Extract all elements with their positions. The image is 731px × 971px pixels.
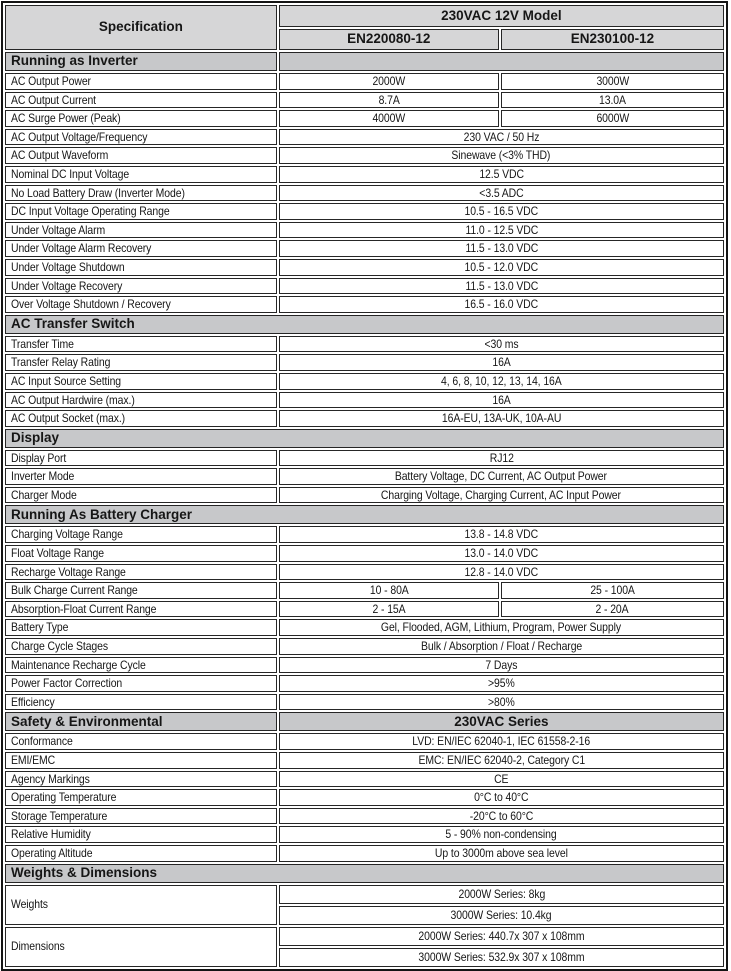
spec-label-cell-text: Nominal DC Input Voltage: [11, 166, 130, 181]
section-row: [5, 52, 724, 71]
spec-label-cell-text: Operating Altitude: [11, 845, 93, 860]
section-title: [5, 505, 724, 524]
spec-value-cell: [279, 752, 724, 769]
spec-label-cell-text: AC Output Waveform: [11, 148, 109, 163]
table-row: [5, 129, 724, 146]
section-title-text: Running as Inverter: [11, 53, 138, 69]
table-row: [5, 166, 724, 183]
spec-value-cell: [279, 92, 499, 109]
table-row: [5, 450, 724, 467]
spec-value-cell-text: >80%: [488, 694, 515, 709]
spec-label-cell: [5, 526, 277, 543]
table-row: [5, 752, 724, 769]
section-right-header-text: 230VAC Series: [454, 713, 549, 729]
table-row: [5, 110, 724, 127]
spec-label-cell: [5, 752, 277, 769]
spec-value-cell: [501, 601, 724, 618]
table-row: [5, 845, 724, 862]
spec-value-cell: [279, 789, 724, 806]
table-row: [5, 203, 724, 220]
spec-table-body: [5, 5, 724, 967]
spec-label-cell: [5, 826, 277, 843]
spec-value-cell-text: 3000W: [596, 74, 629, 88]
spec-value-cell-text: 2000W Series: 440.7x 307 x 108mm: [418, 928, 585, 943]
spec-label-cell: [5, 885, 277, 925]
spec-label-cell: [5, 733, 277, 750]
table-row: [5, 392, 724, 409]
section-title: [5, 429, 724, 448]
spec-value-cell-text: Up to 3000m above sea level: [434, 845, 568, 860]
spec-value-cell-text: 11.5 - 13.0 VDC: [464, 241, 538, 256]
spec-label-cell-text: Under Voltage Recovery: [11, 278, 123, 293]
table-row: [5, 73, 724, 90]
spec-label-cell-text: DC Input Voltage Operating Range: [11, 204, 170, 219]
spec-value-cell: [279, 564, 724, 581]
spec-value-cell-text: -20°C to 60°C: [469, 808, 534, 823]
spec-value-cell: [279, 694, 724, 711]
spec-label-cell: [5, 545, 277, 562]
spec-value-cell: [501, 73, 724, 90]
section-right-header: [279, 712, 724, 731]
section-title-text: Running As Battery Charger: [11, 506, 193, 522]
table-row: [5, 240, 724, 257]
spec-value-cell: [279, 808, 724, 825]
table-row: [5, 487, 724, 504]
spec-label-cell: [5, 789, 277, 806]
table-row: [5, 789, 724, 806]
spec-value-cell: [279, 675, 724, 692]
table-row: [5, 373, 724, 390]
spec-value-cell-text: 2 - 15A: [372, 601, 406, 616]
spec-label-cell: [5, 582, 277, 599]
spec-label-cell-text: Relative Humidity: [11, 827, 91, 842]
spec-value-cell: [279, 487, 724, 504]
spec-value-cell-text: 5 - 90% non-condensing: [445, 827, 557, 842]
spec-value-cell-text: 8.7A: [378, 92, 400, 107]
table-row: [5, 885, 724, 904]
spec-value-cell-text: 13.0 - 14.0 VDC: [464, 546, 539, 561]
spec-value-cell-text: 25 - 100A: [590, 583, 635, 598]
section-title: [5, 315, 724, 334]
spec-label-cell-text: AC Input Source Setting: [11, 373, 122, 388]
spec-value-cell: [279, 657, 724, 674]
spec-label-cell: [5, 92, 277, 109]
model-column-header-2: EN230100-12: [501, 29, 724, 50]
spec-value-cell-text: 3000W Series: 532.9x 307 x 108mm: [418, 949, 585, 964]
spec-value-cell: [279, 468, 724, 485]
section-title: [5, 52, 277, 71]
spec-value-cell: [279, 296, 724, 313]
spec-label-cell-text: Charger Mode: [11, 487, 77, 502]
spec-value-cell-text: 4, 6, 8, 10, 12, 13, 14, 16A: [441, 373, 562, 388]
section-title-text: Weights & Dimensions: [11, 864, 158, 880]
table-row: [5, 545, 724, 562]
spec-value-cell-text: 2000W Series: 8kg: [457, 886, 545, 901]
spec-label-cell-text: Charge Cycle Stages: [11, 639, 109, 654]
spec-label-cell-text: AC Output Hardwire (max.): [11, 392, 135, 407]
spec-label-cell: [5, 166, 277, 183]
spec-label-cell-text: AC Output Voltage/Frequency: [11, 129, 148, 144]
table-row: [5, 675, 724, 692]
spec-value-cell: [279, 129, 724, 146]
spec-label-cell-text: AC Output Power: [11, 74, 91, 88]
table-row: [5, 582, 724, 599]
spec-label-cell-text: Dimensions: [11, 939, 65, 954]
spec-label-cell-text: Recharge Voltage Range: [11, 564, 126, 579]
spec-value-cell-text: 11.5 - 13.0 VDC: [464, 278, 538, 293]
spec-label-cell: [5, 354, 277, 371]
spec-value-cell: [279, 601, 499, 618]
spec-label-cell: [5, 638, 277, 655]
spec-value-cell: [279, 845, 724, 862]
section-row: [5, 712, 724, 731]
spec-label-cell-text: Charging Voltage Range: [11, 527, 123, 542]
spec-value-cell: [279, 278, 724, 295]
table-row: [5, 259, 724, 276]
spec-value-cell-text: 230 VAC / 50 Hz: [463, 129, 540, 144]
section-title-text: AC Transfer Switch: [11, 316, 135, 332]
specification-table: [1, 1, 728, 971]
spec-label-cell: [5, 129, 277, 146]
spec-value-cell-text: RJ12: [489, 450, 514, 465]
spec-value-cell-text: <30 ms: [484, 336, 519, 351]
section-title: [5, 712, 277, 731]
spec-value-cell-text: 10.5 - 16.5 VDC: [464, 204, 539, 219]
spec-label-cell: [5, 619, 277, 636]
spec-value-cell: [279, 392, 724, 409]
spec-label-cell-text: Storage Temperature: [11, 808, 108, 823]
spec-value-cell-text: 11.0 - 12.5 VDC: [464, 222, 538, 237]
table-row: [5, 336, 724, 353]
spec-label-cell: [5, 222, 277, 239]
spec-value-cell-text: 13.0A: [599, 92, 626, 107]
spec-value-cell: [279, 147, 724, 164]
spec-value-cell-text: 10.5 - 12.0 VDC: [464, 259, 539, 274]
spec-value-cell-text: 0°C to 40°C: [474, 790, 529, 805]
spec-label-cell: [5, 110, 277, 127]
spec-value-cell-text: 6000W: [596, 111, 629, 126]
model-column-header-1: EN220080-12: [279, 29, 499, 50]
spec-value-cell: [279, 73, 499, 90]
spec-label-cell-text: AC Output Socket (max.): [11, 411, 126, 426]
spec-value-cell-text: CE: [494, 771, 509, 786]
spec-value-cell: [279, 185, 724, 202]
spec-value-cell-text: 16A-EU, 13A-UK, 10A-AU: [441, 411, 562, 426]
spec-value-cell-text: Sinewave (<3% THD): [451, 148, 551, 163]
spec-label-cell-text: Maintenance Recharge Cycle: [11, 657, 146, 672]
spec-label-cell-text: Over Voltage Shutdown / Recovery: [11, 297, 171, 312]
spec-value-cell: [279, 110, 499, 127]
spec-label-cell: [5, 808, 277, 825]
model-group-header-cell: 230VAC 12V Model: [279, 5, 724, 27]
table-row: [5, 92, 724, 109]
table-row: [5, 927, 724, 946]
spec-value-cell-text: LVD: EN/IEC 62040-1, IEC 61558-2-16: [412, 734, 591, 749]
section-row: [5, 505, 724, 524]
table-row: [5, 296, 724, 313]
spec-value-cell-text: 3000W Series: 10.4kg: [450, 907, 552, 922]
spec-label-cell-text: Bulk Charge Current Range: [11, 583, 138, 598]
header-row-model-group: [5, 5, 724, 27]
table-row: [5, 410, 724, 427]
spec-label-cell-text: Transfer Relay Rating: [11, 355, 111, 370]
table-row: [5, 564, 724, 581]
spec-value-cell: [279, 885, 724, 904]
spec-value-cell: [279, 906, 724, 925]
spec-label-cell-text: Operating Temperature: [11, 790, 117, 805]
table-row: [5, 826, 724, 843]
spec-label-cell: [5, 392, 277, 409]
spec-value-cell-text: Gel, Flooded, AGM, Lithium, Program, Power Supply: [381, 620, 622, 635]
spec-label-cell: [5, 259, 277, 276]
spec-value-cell-text: Battery Voltage, DC Current, AC Output Power: [395, 469, 608, 484]
spec-label-cell: [5, 278, 277, 295]
spec-label-cell-text: Transfer Time: [11, 336, 74, 351]
section-title: [5, 864, 724, 883]
table-row: [5, 185, 724, 202]
spec-label-cell-text: Agency Markings: [11, 771, 90, 786]
spec-value-cell-text: 4000W: [372, 111, 406, 126]
spec-label-cell-text: Battery Type: [11, 620, 69, 635]
spec-label-cell: [5, 487, 277, 504]
table-row: [5, 771, 724, 788]
spec-value-cell: [279, 166, 724, 183]
spec-label-cell-text: Weights: [11, 897, 48, 912]
spec-label-cell-text: Power Factor Correction: [11, 676, 123, 691]
spec-label-cell: [5, 927, 277, 967]
spec-value-cell-text: 16A: [492, 355, 511, 370]
spec-value-cell: [279, 826, 724, 843]
spec-value-cell: [279, 582, 499, 599]
section-title-text: Display: [11, 430, 60, 446]
spec-label-cell: [5, 203, 277, 220]
spec-label-cell-text: Absorption-Float Current Range: [11, 601, 157, 616]
spec-value-cell-text: Charging Voltage, Charging Current, AC Input Power: [381, 487, 622, 502]
spec-label-cell-text: AC Surge Power (Peak): [11, 111, 121, 126]
spec-value-cell-text: 10 - 80A: [369, 583, 409, 598]
spec-label-cell: [5, 601, 277, 618]
spec-label-cell: [5, 771, 277, 788]
section-row: [5, 315, 724, 334]
spec-value-cell: [279, 373, 724, 390]
table-row: [5, 526, 724, 543]
spec-value-cell: [501, 582, 724, 599]
spec-label-cell: [5, 468, 277, 485]
spec-label-cell: [5, 185, 277, 202]
section-right-header: [279, 52, 724, 71]
spec-value-cell: [279, 927, 724, 946]
spec-label-cell-text: EMI/EMC: [11, 753, 56, 767]
spec-label-cell-text: AC Output Current: [11, 92, 96, 107]
spec-value-cell-text: 2 - 20A: [595, 601, 629, 616]
spec-label-cell: [5, 240, 277, 257]
table-row: [5, 222, 724, 239]
table-row: [5, 147, 724, 164]
spec-label-cell-text: Inverter Mode: [11, 469, 75, 484]
spec-label-cell-text: Under Voltage Shutdown: [11, 259, 125, 274]
spec-label-cell-text: Efficiency: [11, 694, 55, 709]
spec-value-cell-text: <3.5 ADC: [479, 185, 524, 200]
spec-value-cell: [279, 336, 724, 353]
table-row: [5, 808, 724, 825]
spec-value-cell: [279, 354, 724, 371]
spec-label-cell: [5, 845, 277, 862]
spec-value-cell: [501, 92, 724, 109]
spec-label-cell: [5, 373, 277, 390]
spec-value-cell-text: 13.8 - 14.8 VDC: [464, 527, 539, 542]
table-row: [5, 638, 724, 655]
spec-value-cell: [279, 410, 724, 427]
spec-value-cell: [279, 771, 724, 788]
table-row: [5, 733, 724, 750]
table-row: [5, 601, 724, 618]
spec-value-cell: [279, 948, 724, 967]
spec-label-cell: [5, 336, 277, 353]
spec-value-cell: [279, 526, 724, 543]
spec-label-cell: [5, 675, 277, 692]
spec-value-cell-text: 12.8 - 14.0 VDC: [464, 564, 539, 579]
table-row: [5, 278, 724, 295]
spec-label-cell-text: Under Voltage Alarm Recovery: [11, 241, 152, 256]
spec-value-cell: [279, 222, 724, 239]
spec-label-cell: [5, 694, 277, 711]
spec-value-cell-text: EMC: EN/IEC 62040-2, Category C1: [418, 753, 585, 767]
spec-value-cell: [279, 638, 724, 655]
spec-value-cell: [279, 240, 724, 257]
spec-value-cell-text: 7 Days: [485, 657, 518, 672]
table-row: [5, 619, 724, 636]
spec-value-cell: [279, 619, 724, 636]
spec-label-cell-text: Display Port: [11, 450, 67, 465]
spec-label-cell: [5, 450, 277, 467]
table-row: [5, 354, 724, 371]
spec-value-cell: [501, 110, 724, 127]
spec-value-cell-text: >95%: [488, 676, 515, 691]
spec-value-cell: [279, 733, 724, 750]
section-row: [5, 429, 724, 448]
spec-label-cell-text: No Load Battery Draw (Inverter Mode): [11, 185, 185, 200]
spec-label-cell: [5, 410, 277, 427]
spec-label-cell-text: Conformance: [11, 734, 73, 749]
spec-label-cell-text: Float Voltage Range: [11, 546, 104, 561]
spec-label-cell-text: Under Voltage Alarm: [11, 222, 106, 237]
section-title-text: Safety & Environmental: [11, 713, 163, 729]
spec-label-cell: [5, 147, 277, 164]
spec-value-cell-text: 2000W: [372, 74, 406, 88]
spec-value-cell: [279, 203, 724, 220]
table-row: [5, 657, 724, 674]
spec-value-cell: [279, 259, 724, 276]
section-row: [5, 864, 724, 883]
spec-header-cell: Specification: [5, 5, 277, 50]
spec-value-cell: [279, 545, 724, 562]
spec-label-cell: [5, 564, 277, 581]
table-row: [5, 468, 724, 485]
spec-label-cell: [5, 657, 277, 674]
spec-label-cell: [5, 296, 277, 313]
spec-value-cell-text: 16A: [492, 392, 511, 407]
spec-value-cell-text: 16.5 - 16.0 VDC: [464, 297, 539, 312]
spec-value-cell: [279, 450, 724, 467]
spec-label-cell: [5, 73, 277, 90]
spec-value-cell-text: Bulk / Absorption / Float / Recharge: [420, 639, 582, 654]
table-row: [5, 694, 724, 711]
spec-value-cell-text: 12.5 VDC: [479, 166, 524, 181]
